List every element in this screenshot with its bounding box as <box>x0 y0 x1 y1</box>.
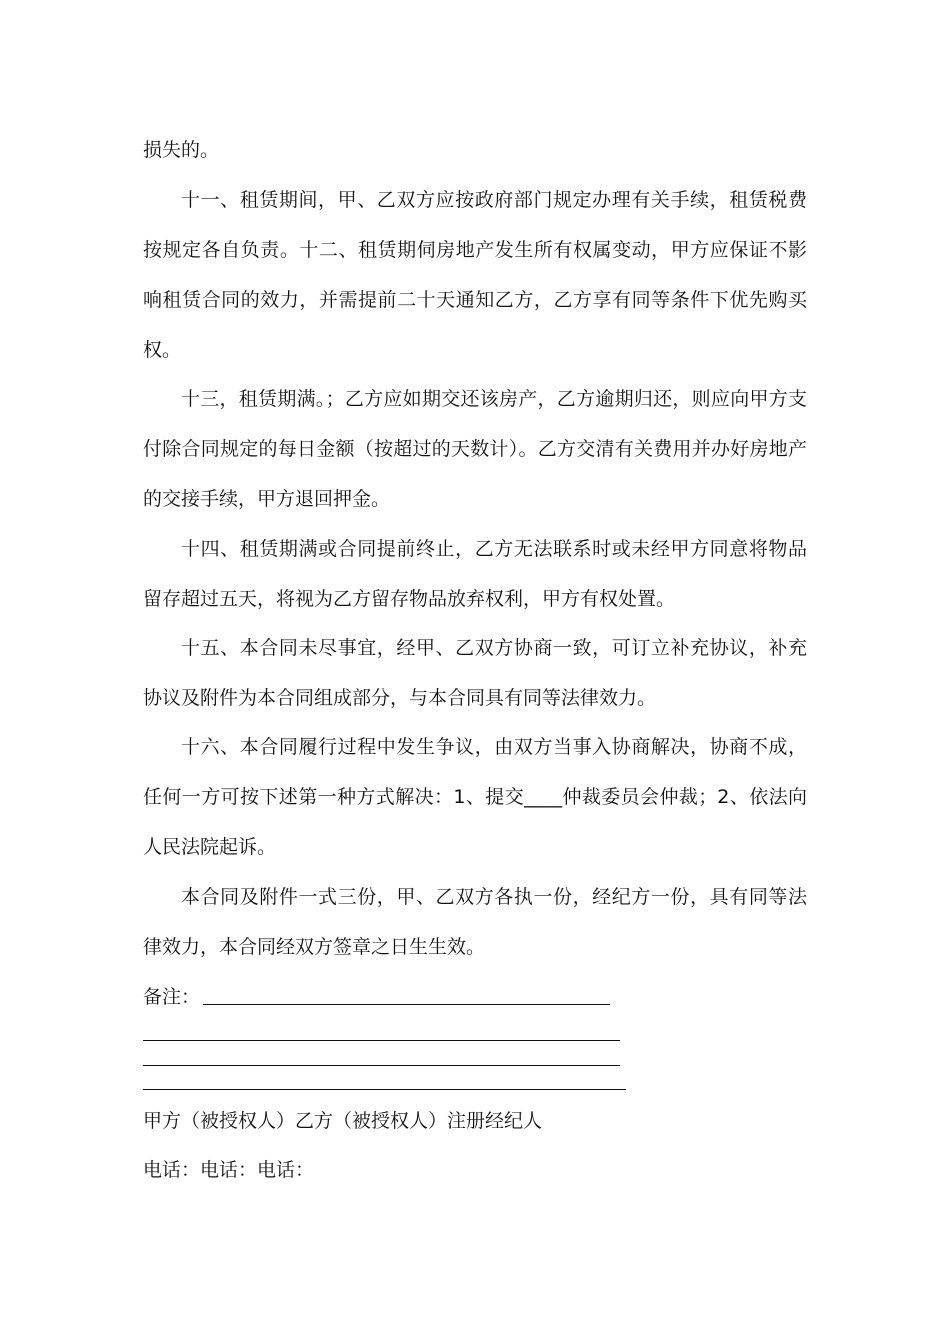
remarks-label: 备注： <box>143 986 201 1008</box>
paragraph-copies-effect: 本合同及附件一式三份，甲、乙双方各执一份，经纪方一份，具有同等法律效力，本合同经双方签章之日生生效。 <box>143 886 807 958</box>
parties-signature-line: 甲方（被授权人）乙方（被授权人）注册经纪人 <box>143 1110 543 1132</box>
paragraph-clause-14: 十四、租赁期满或合同提前终止，乙方无法联系时或未经甲方同意将物品留存超过五天，将视为乙方留存物品放弃权利，甲方有权处置。 <box>143 538 807 610</box>
paragraph-clause-13: 十三，租赁期满。；乙方应如期交还该房产，乙方逾期归还，则应向甲方支付除合同规定的每日金额（按超过的天数计）。乙方交清有关费用并办好房地产的交接手续，甲方退回押金。 <box>143 388 807 510</box>
paragraph-loss-ending: 损失的。 <box>143 139 220 161</box>
paragraph-clause-16: 十六、本合同履行过程中发生争议，由双方当事入协商解决，协商不成，任何一方可按下述第一种方式解决：1、提交____仲裁委员会仲裁；2、依法向人民法院起诉。 <box>143 736 807 858</box>
paragraph-clause-15: 十五、本合同未尽事宜，经甲、乙双方协商一致，可订立补充协议，补充协议及附件为本合同组成部分，与本合同具有同等法律效力。 <box>143 637 807 709</box>
phone-line: 电话：电话：电话： <box>143 1159 315 1181</box>
paragraph-clause-11-12: 十一、租赁期间，甲、乙双方应按政府部门规定办理有关手续，租赁税费按规定各自负责。十二、租赁期伺房地产发生所有权属变动，甲方应保证不影响租赁合同的效力，并需提前二十天通知乙方，乙方享有同等条件下优先购买权。 <box>143 189 807 361</box>
remarks-blank-line-2 <box>143 1065 620 1066</box>
remarks-blank-line-3 <box>143 1089 626 1090</box>
remarks-underline <box>203 1004 610 1005</box>
remarks-blank-line-1 <box>143 1040 620 1041</box>
